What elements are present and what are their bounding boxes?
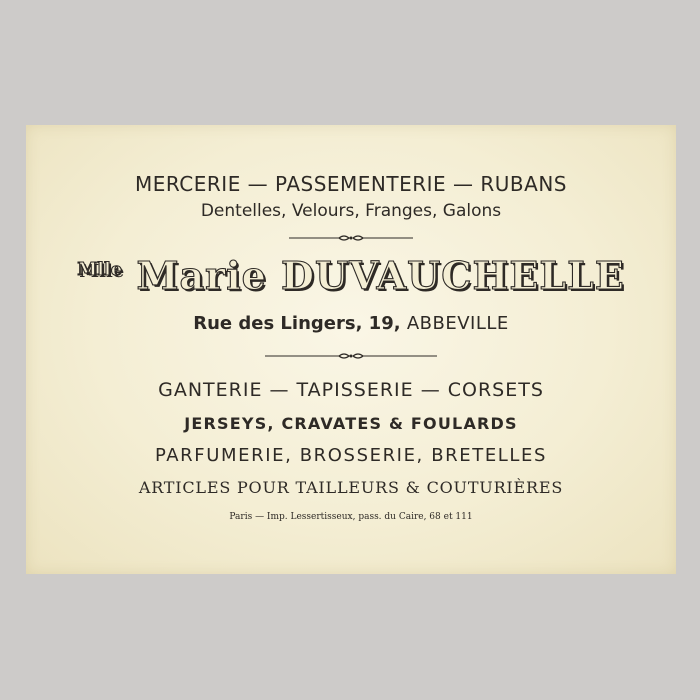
trade-line-mercerie: MERCERIE — PASSEMENTERIE — RUBANS xyxy=(135,172,567,196)
printer-credit: Paris — Imp. Lessertisseux, pass. du Caire, 68 et 111 xyxy=(229,512,473,522)
trade-line-articles: ARTICLES POUR TAILLEURS & COUTURIÈRES xyxy=(138,478,564,497)
trade-card xyxy=(26,125,676,574)
trade-line-dentelles: Dentelles, Velours, Franges, Galons xyxy=(200,201,502,221)
address-line xyxy=(26,313,676,334)
trade-line-jerseys: JERSEYS, CRAVATES & FOULARDS xyxy=(184,414,518,433)
ornament-divider-bottom xyxy=(265,351,437,361)
trade-line-parfumerie: PARFUMERIE, BROSSERIE, BRETELLES xyxy=(154,445,548,466)
proprietor-name xyxy=(26,253,676,298)
name-main: Marie DUVAUCHELLE xyxy=(136,253,625,298)
address-city: ABBEVILLE xyxy=(406,313,509,334)
trade-line-ganterie: GANTERIE — TAPISSERIE — CORSETS xyxy=(158,379,544,401)
address-street: Rue des Lingers, 19, xyxy=(193,313,401,334)
ornament-divider-top xyxy=(289,233,413,243)
name-prefix: Mlle xyxy=(77,259,123,280)
